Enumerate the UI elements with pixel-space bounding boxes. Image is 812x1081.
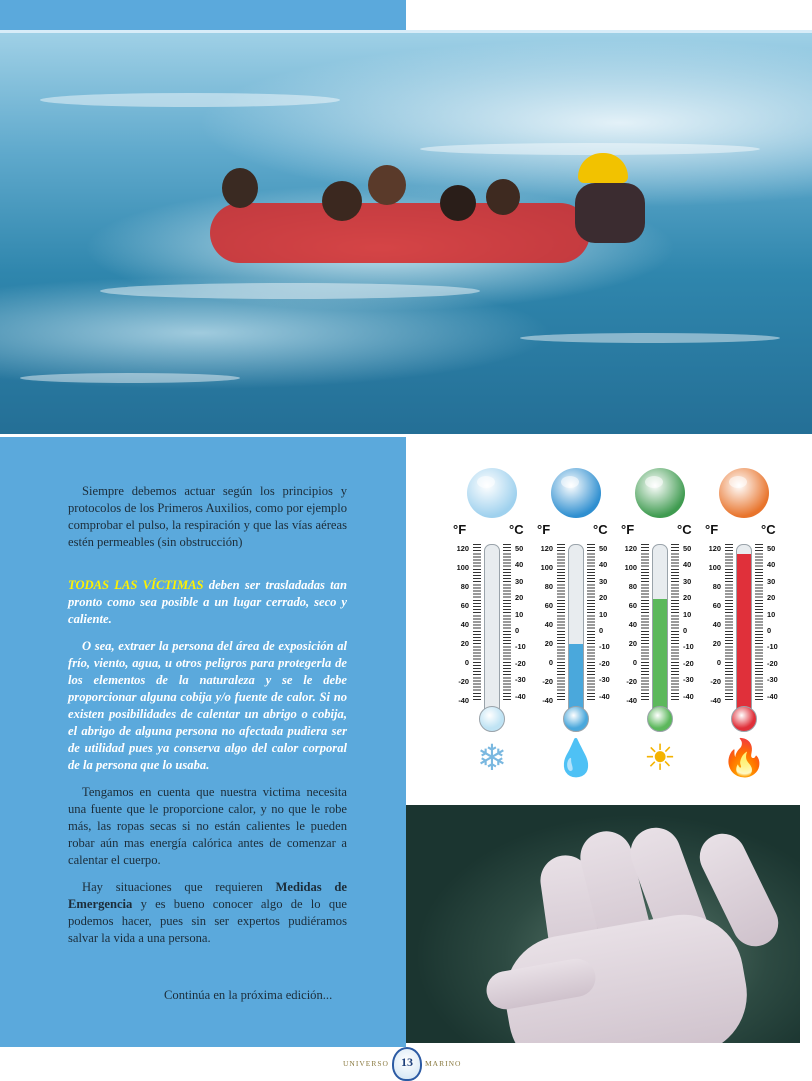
brand-right: MARINO xyxy=(425,1059,462,1068)
tick-label-c: 10 xyxy=(683,609,692,619)
highlight-text: TODAS LAS VÍCTIMAS xyxy=(68,578,204,592)
page-footer xyxy=(0,1043,812,1080)
tick-label-c: -40 xyxy=(599,691,610,701)
thermometer-infographic xyxy=(453,468,793,788)
tick-label-f: 60 xyxy=(460,601,469,610)
tick-label-f: 120 xyxy=(708,544,721,553)
footer-band xyxy=(0,1043,406,1047)
tick-label-f: 20 xyxy=(460,639,469,648)
tick-label-f: -40 xyxy=(458,696,469,705)
victim-head xyxy=(440,185,476,221)
tick-label-c: -10 xyxy=(515,642,526,652)
tick-label-f: 40 xyxy=(544,620,553,629)
tick-label-c: 0 xyxy=(683,626,688,635)
tick-label-f: -20 xyxy=(710,677,721,686)
tick-label-f: 100 xyxy=(540,563,553,572)
tick-label-f: 100 xyxy=(708,563,721,572)
tick-label-f: 120 xyxy=(456,544,469,553)
tick-label-f: 0 xyxy=(464,658,469,667)
victim-head xyxy=(486,179,520,215)
globe-icon xyxy=(719,468,769,518)
unit-celsius: °C xyxy=(761,522,776,537)
tick-label-f: -40 xyxy=(710,696,721,705)
tick-label-c: 0 xyxy=(767,626,772,635)
text-segment: Hay situaciones que requieren xyxy=(82,880,276,894)
unit-fahrenheit: °F xyxy=(705,522,719,537)
cold-icon: ❄ xyxy=(476,738,508,778)
tick-label-f: -20 xyxy=(626,677,637,686)
tick-label-c: -40 xyxy=(767,691,778,701)
tick-label-f: 120 xyxy=(540,544,553,553)
tick-label-c: 50 xyxy=(683,544,692,553)
victim-head xyxy=(222,168,258,208)
tick-label-c: 50 xyxy=(599,544,608,553)
tick-label-c: 20 xyxy=(515,593,524,603)
hot-icon: 🔥 xyxy=(721,738,767,778)
scale-ticks xyxy=(671,544,679,700)
tick-label-f: 100 xyxy=(624,563,637,572)
rescue-photo xyxy=(0,33,812,434)
thermometer-tube xyxy=(736,544,752,726)
tick-label-c: 40 xyxy=(767,560,776,570)
hand-photo xyxy=(406,805,800,1043)
thermometer-bulb xyxy=(479,706,505,732)
tick-label-c: 40 xyxy=(515,560,524,570)
tick-label-c: 40 xyxy=(599,560,608,570)
tick-label-c: -10 xyxy=(767,642,778,652)
text-segment: y es bueno conocer algo de lo que podemos hacer, pues sin ser expertos pudiéramos salvar la vida a una persona. xyxy=(68,897,347,945)
tick-label-c: 50 xyxy=(767,544,776,553)
paragraph: O sea, extraer la persona del área de exposición al frío, viento, agua, u otros peligros para protegerla de los elementos de la naturaleza y se le debe proporcionar alguna cobija y/o fuente de calor. Si no existen posibilidades de calentar un abrigo o cobija, el abrigo de alguna persona no afectada pudiera ser de utilidad pues ya conserva algo del calor corporal de la persona que lo usaba. xyxy=(68,639,347,772)
tick-label-f: -40 xyxy=(626,696,637,705)
tick-label-c: 40 xyxy=(683,560,692,570)
tick-label-f: 80 xyxy=(544,582,553,591)
tick-label-c: 50 xyxy=(515,544,524,553)
tick-label-c: 30 xyxy=(683,576,692,586)
scale-ticks xyxy=(725,544,733,700)
tick-label-f: 40 xyxy=(628,620,637,629)
thermometer-tube xyxy=(484,544,500,726)
tick-label-c: -20 xyxy=(767,658,778,668)
tick-label-f: 40 xyxy=(460,620,469,629)
rescuer-helmet xyxy=(578,153,628,183)
tick-label-c: 30 xyxy=(767,576,776,586)
tick-label-c: -30 xyxy=(683,675,694,685)
unit-celsius: °C xyxy=(677,522,692,537)
bold-text: Medidas de Emergencia xyxy=(68,880,347,911)
tick-label-c: -20 xyxy=(683,658,694,668)
tick-label-c: -30 xyxy=(599,675,610,685)
page-number: 13 xyxy=(401,1055,413,1069)
paragraph-lead xyxy=(68,577,347,628)
unit-fahrenheit: °F xyxy=(537,522,551,537)
tick-label-f: 20 xyxy=(628,639,637,648)
globe-icon xyxy=(635,468,685,518)
tick-label-c: 0 xyxy=(515,626,520,635)
tick-label-f: 60 xyxy=(712,601,721,610)
rescuer-body xyxy=(575,183,645,243)
tick-label-c: -10 xyxy=(599,642,610,652)
unit-fahrenheit: °F xyxy=(621,522,635,537)
tick-label-c: -40 xyxy=(515,691,526,701)
paragraph xyxy=(68,879,347,947)
globe-icon xyxy=(551,468,601,518)
tick-label-c: -30 xyxy=(515,675,526,685)
tick-label-c: 10 xyxy=(599,609,608,619)
header-band xyxy=(0,0,406,30)
tick-label-c: -20 xyxy=(515,658,526,668)
tick-label-f: 0 xyxy=(716,658,721,667)
life-vest-group xyxy=(210,203,590,263)
warm-icon: ☀ xyxy=(643,738,677,778)
tick-label-f: 20 xyxy=(544,639,553,648)
tick-label-f: 80 xyxy=(712,582,721,591)
scale-ticks xyxy=(473,544,481,700)
tick-label-f: 0 xyxy=(548,658,553,667)
thermometer-bulb xyxy=(647,706,673,732)
page-badge xyxy=(392,1047,422,1081)
tick-label-f: -20 xyxy=(458,677,469,686)
victim-head xyxy=(368,165,406,205)
scale-ticks xyxy=(755,544,763,700)
tick-label-f: 120 xyxy=(624,544,637,553)
tick-label-c: 10 xyxy=(515,609,524,619)
unit-celsius: °C xyxy=(509,522,524,537)
article-body xyxy=(68,483,347,957)
tick-label-c: 10 xyxy=(767,609,776,619)
tick-label-f: -40 xyxy=(542,696,553,705)
tick-label-c: -40 xyxy=(683,691,694,701)
thermometer-tube xyxy=(652,544,668,726)
tick-label-f: 40 xyxy=(712,620,721,629)
tick-label-f: -20 xyxy=(542,677,553,686)
scale-ticks xyxy=(587,544,595,700)
tick-label-f: 100 xyxy=(456,563,469,572)
tick-label-c: 20 xyxy=(683,593,692,603)
continue-note: Continúa en la próxima edición... xyxy=(164,988,333,1002)
scale-ticks xyxy=(641,544,649,700)
tick-label-f: 80 xyxy=(628,582,637,591)
tick-label-f: 20 xyxy=(712,639,721,648)
tick-label-f: 60 xyxy=(628,601,637,610)
unit-celsius: °C xyxy=(593,522,608,537)
tick-label-c: -10 xyxy=(683,642,694,652)
tick-label-c: 30 xyxy=(515,576,524,586)
paragraph: Tengamos en cuenta que nuestra victima necesita una fuente que le proporcione calor, y no que le robe más, las ropas secas si no están calientes le pueden robar aún mas energía calórica antes de comenzar a calentar el cuerpo. xyxy=(68,785,347,867)
tick-label-c: 0 xyxy=(599,626,604,635)
lead-rest: deben ser trasladadas tan pronto como sea posible a un lugar cerrado, seco y caliente. xyxy=(68,578,347,626)
tick-label-f: 0 xyxy=(632,658,637,667)
cool-icon: 💧 xyxy=(553,738,599,778)
tick-label-c: -30 xyxy=(767,675,778,685)
paragraph: Siempre debemos actuar según los principios y protocolos de los Primeros Auxilios, como por ejemplo comprobar el pulso, la respiración y que las vías aéreas estén permeables (sin obstrucción) xyxy=(68,484,347,549)
article-column xyxy=(0,437,406,1043)
tick-label-f: 80 xyxy=(460,582,469,591)
thermometer-bulb xyxy=(731,706,757,732)
thermometer-bulb xyxy=(563,706,589,732)
brand-left: UNIVERSO xyxy=(343,1059,389,1068)
scale-ticks xyxy=(557,544,565,700)
globe-icon xyxy=(467,468,517,518)
thermometer-fill xyxy=(737,554,751,725)
tick-label-c: 30 xyxy=(599,576,608,586)
tick-label-c: 20 xyxy=(767,593,776,603)
thermometer-tube xyxy=(568,544,584,726)
unit-fahrenheit: °F xyxy=(453,522,467,537)
tick-label-c: 20 xyxy=(599,593,608,603)
tick-label-f: 60 xyxy=(544,601,553,610)
tick-label-c: -20 xyxy=(599,658,610,668)
scale-ticks xyxy=(503,544,511,700)
victim-head xyxy=(322,181,362,221)
